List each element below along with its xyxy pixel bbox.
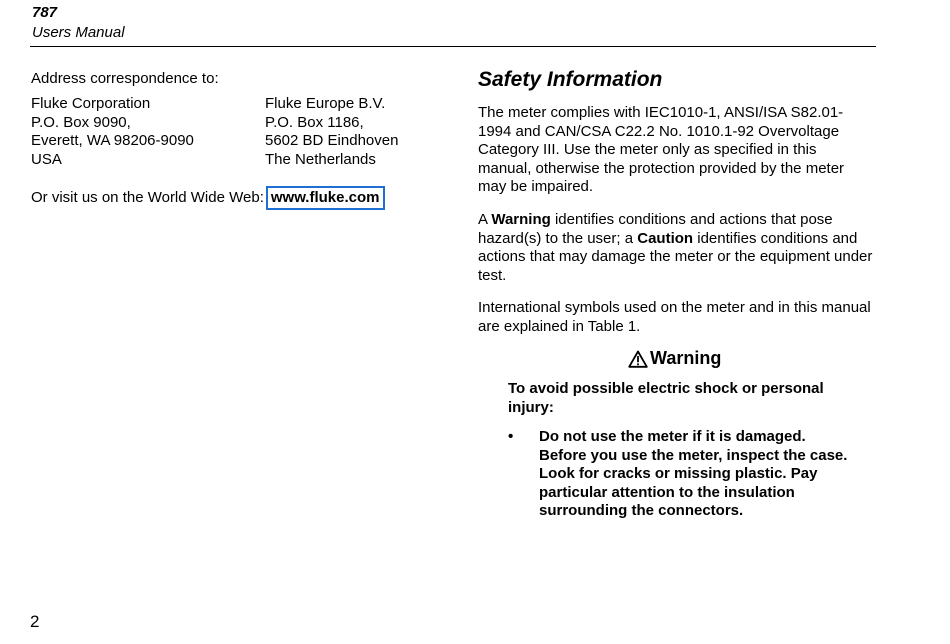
address-line: The Netherlands (265, 150, 376, 168)
para-text: identifies conditions and actions that pose hazard(s) to the user; a (478, 211, 833, 247)
address-line: P.O. Box 9090, (31, 113, 131, 131)
header-model: 787 (32, 4, 58, 21)
web-line (31, 186, 385, 210)
caution-word: Caution (637, 229, 694, 247)
para-text: A (478, 211, 488, 228)
warning-triangle-icon (628, 350, 648, 368)
page-number: 2 (30, 612, 40, 631)
header-manual-title: Users Manual (32, 24, 125, 41)
address-line: Fluke Europe B.V. (265, 95, 386, 112)
address-europe (265, 95, 398, 169)
warning-title: Warning (650, 348, 722, 368)
website-link[interactable]: www.fluke.com (266, 186, 385, 210)
address-line: 5602 BD Eindhoven (265, 132, 399, 150)
section-title: Safety Information (478, 68, 663, 91)
header-divider (30, 46, 876, 47)
bullet-marker: • (508, 428, 514, 445)
address-line: USA (31, 150, 62, 168)
address-line: Fluke Corporation (31, 95, 151, 112)
para-text: identifies conditions and actions that may damage the meter or the equipment under test. (478, 229, 873, 284)
address-intro: Address correspondence to: (31, 70, 219, 87)
warning-heading (628, 348, 721, 369)
web-prefix: Or visit us on the World Wide Web: (31, 189, 264, 206)
symbols-paragraph: International symbols used on the meter and in this manual are explained in Table 1. (478, 299, 871, 335)
address-usa (31, 95, 194, 169)
warning-word: Warning (491, 211, 551, 228)
warning-bullet: Do not use the meter if it is damaged. Before you use the meter, inspect the case. Look for cracks or missing plastic. Pay particular attention to the insulation surrounding the connectors. (539, 428, 848, 520)
address-line: Everett, WA 98206-9090 (31, 132, 194, 150)
compliance-paragraph: The meter complies with IEC1010-1, ANSI/ISA S82.01-1994 and CAN/CSA C22.2 No. 1010.1-92 Overvoltage Category III. Use the meter only as specified in this manual, otherwise the protection provided by the meter may be impaired. (478, 104, 845, 196)
address-line: P.O. Box 1186, (265, 113, 364, 131)
warning-lead: To avoid possible electric shock or personal injury: (508, 380, 824, 416)
warning-caution-paragraph (478, 211, 873, 285)
